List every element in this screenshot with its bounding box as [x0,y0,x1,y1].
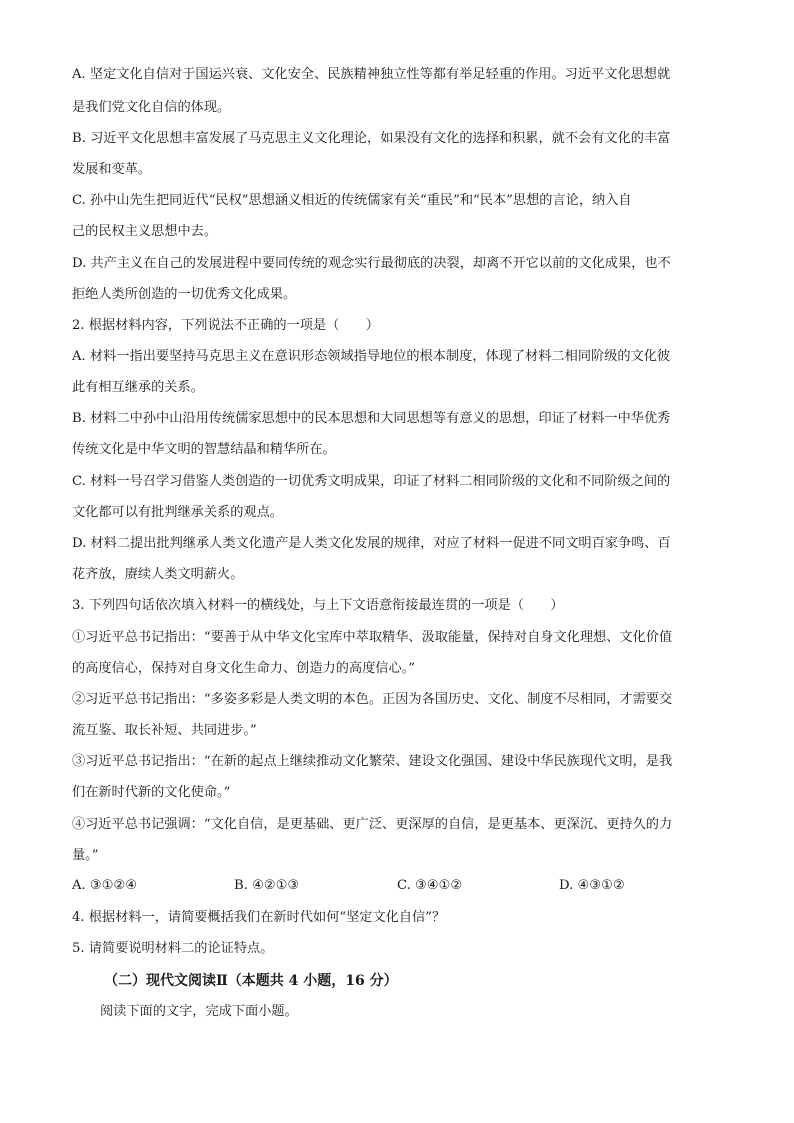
q4-stem: 4. 根据材料一，请简要概括我们在新时代如何“坚定文化自信”？ [72,910,446,925]
q3-option-d: D. ④③①② [559,878,625,893]
q5-stem: 5. 请简要说明材料二的论证特点。 [72,941,274,956]
q3-sentence3-line1: ③习近平总书记指出：“在新的起点上继续推动文化繁荣、建设文化强国、建设中华民族现代文明，是我 [72,754,673,769]
q3-sentence1-line1: ①习近平总书记指出：“要善于从中华文化宝库中萃取精华、汲取能量，保持对自身文化理想、文化价值 [72,630,673,645]
q1-option-b-line2: 发展和变革。 [72,162,152,177]
q3-option-a: A. ③①②④ [72,878,138,893]
q1-option-a-line1: A. 坚定文化自信对于国运兴衰、文化安全、民族精神独立性等都有举足轻重的作用。习近平文化思想就 [72,67,671,82]
section-title: （二）现代文阅读Ⅱ（本题共 4 小题，16 分） [104,973,398,989]
q3-sentence4-line2: 量。” [72,848,99,863]
q2-option-a-line2: 此有相互继承的关系。 [72,380,204,395]
q1-option-d-line1: D. 共产主义在自己的发展进程中要同传统的观念实行最彻底的决裂，却离不开它以前的文化成果，也不 [72,256,671,271]
q3-sentence2-line1: ②习近平总书记指出：“多姿多彩是人类文明的本色。正因为各国历史、文化、制度不尽相同，才需要交 [72,692,673,707]
q2-option-d-line2: 花齐放，赓续人类文明薪火。 [72,567,244,582]
q3-option-c: C. ③④①② [397,878,463,893]
q1-option-b-line1: B. 习近平文化思想丰富发展了马克思主义文化理论，如果没有文化的选择和积累，就不会有文化的丰富 [72,131,671,146]
q3-sentence4-line1: ④习近平总书记强调：“文化自信，是更基础、更广泛、更深厚的自信，是更基本、更深沉、更持久的力 [72,817,673,832]
q3-sentence1-line2: 的高度信心，保持对自身文化生命力、创造力的高度信心。” [72,661,416,676]
q2-option-d-line1: D. 材料二提出批判继承人类文化遗产是人类文化发展的规律，对应了材料一促进不同文明百家争鸣、百 [72,536,671,551]
q2-option-a-line1: A. 材料一指出要坚持马克思主义在意识形态领域指导地位的根本制度，体现了材料二相同阶级的文化彼 [72,349,671,364]
q1-option-a-line2: 是我们党文化自信的体现。 [72,100,231,115]
section-intro: 阅读下面的文字，完成下面小题。 [100,1004,298,1019]
q2-option-b-line2: 传统文化是中华文明的智慧结晶和精华所在。 [72,442,336,457]
q2-option-c-line2: 文化都可以有批判继承关系的观点。 [72,505,283,520]
q3-option-b: B. ④②①③ [234,878,300,893]
q1-option-d-line2: 拒绝人类所创造的一切优秀文化成果。 [72,287,297,302]
q2-stem: 2. 根据材料内容，下列说法不正确的一项是（ ） [72,318,379,333]
q3-options-row [72,876,722,896]
q3-sentence2-line2: 流互鉴、取长补短、共同进步。” [72,723,257,738]
q1-option-c-line2: 己的民权主义思想中去。 [72,224,218,239]
q2-option-c-line1: C. 材料一号召学习借鉴人类创造的一切优秀文明成果，印证了材料二相同阶级的文化和不同阶级之间的 [72,474,671,489]
q3-stem: 3. 下列四句话依次填入材料一的横线处，与上下文语意衔接最连贯的一项是（ ） [72,598,564,613]
q3-sentence3-line2: 们在新时代新的文化使命。” [72,785,231,800]
q2-option-b-line1: B. 材料二中孙中山沿用传统儒家思想中的民本思想和大同思想等有意义的思想，印证了材料一中华优秀 [72,411,671,426]
q1-option-c-line1: C. 孙中山先生把同近代“民权”思想涵义相近的传统儒家有关“重民”和“民本”思想的言论，纳入自 [72,193,632,208]
